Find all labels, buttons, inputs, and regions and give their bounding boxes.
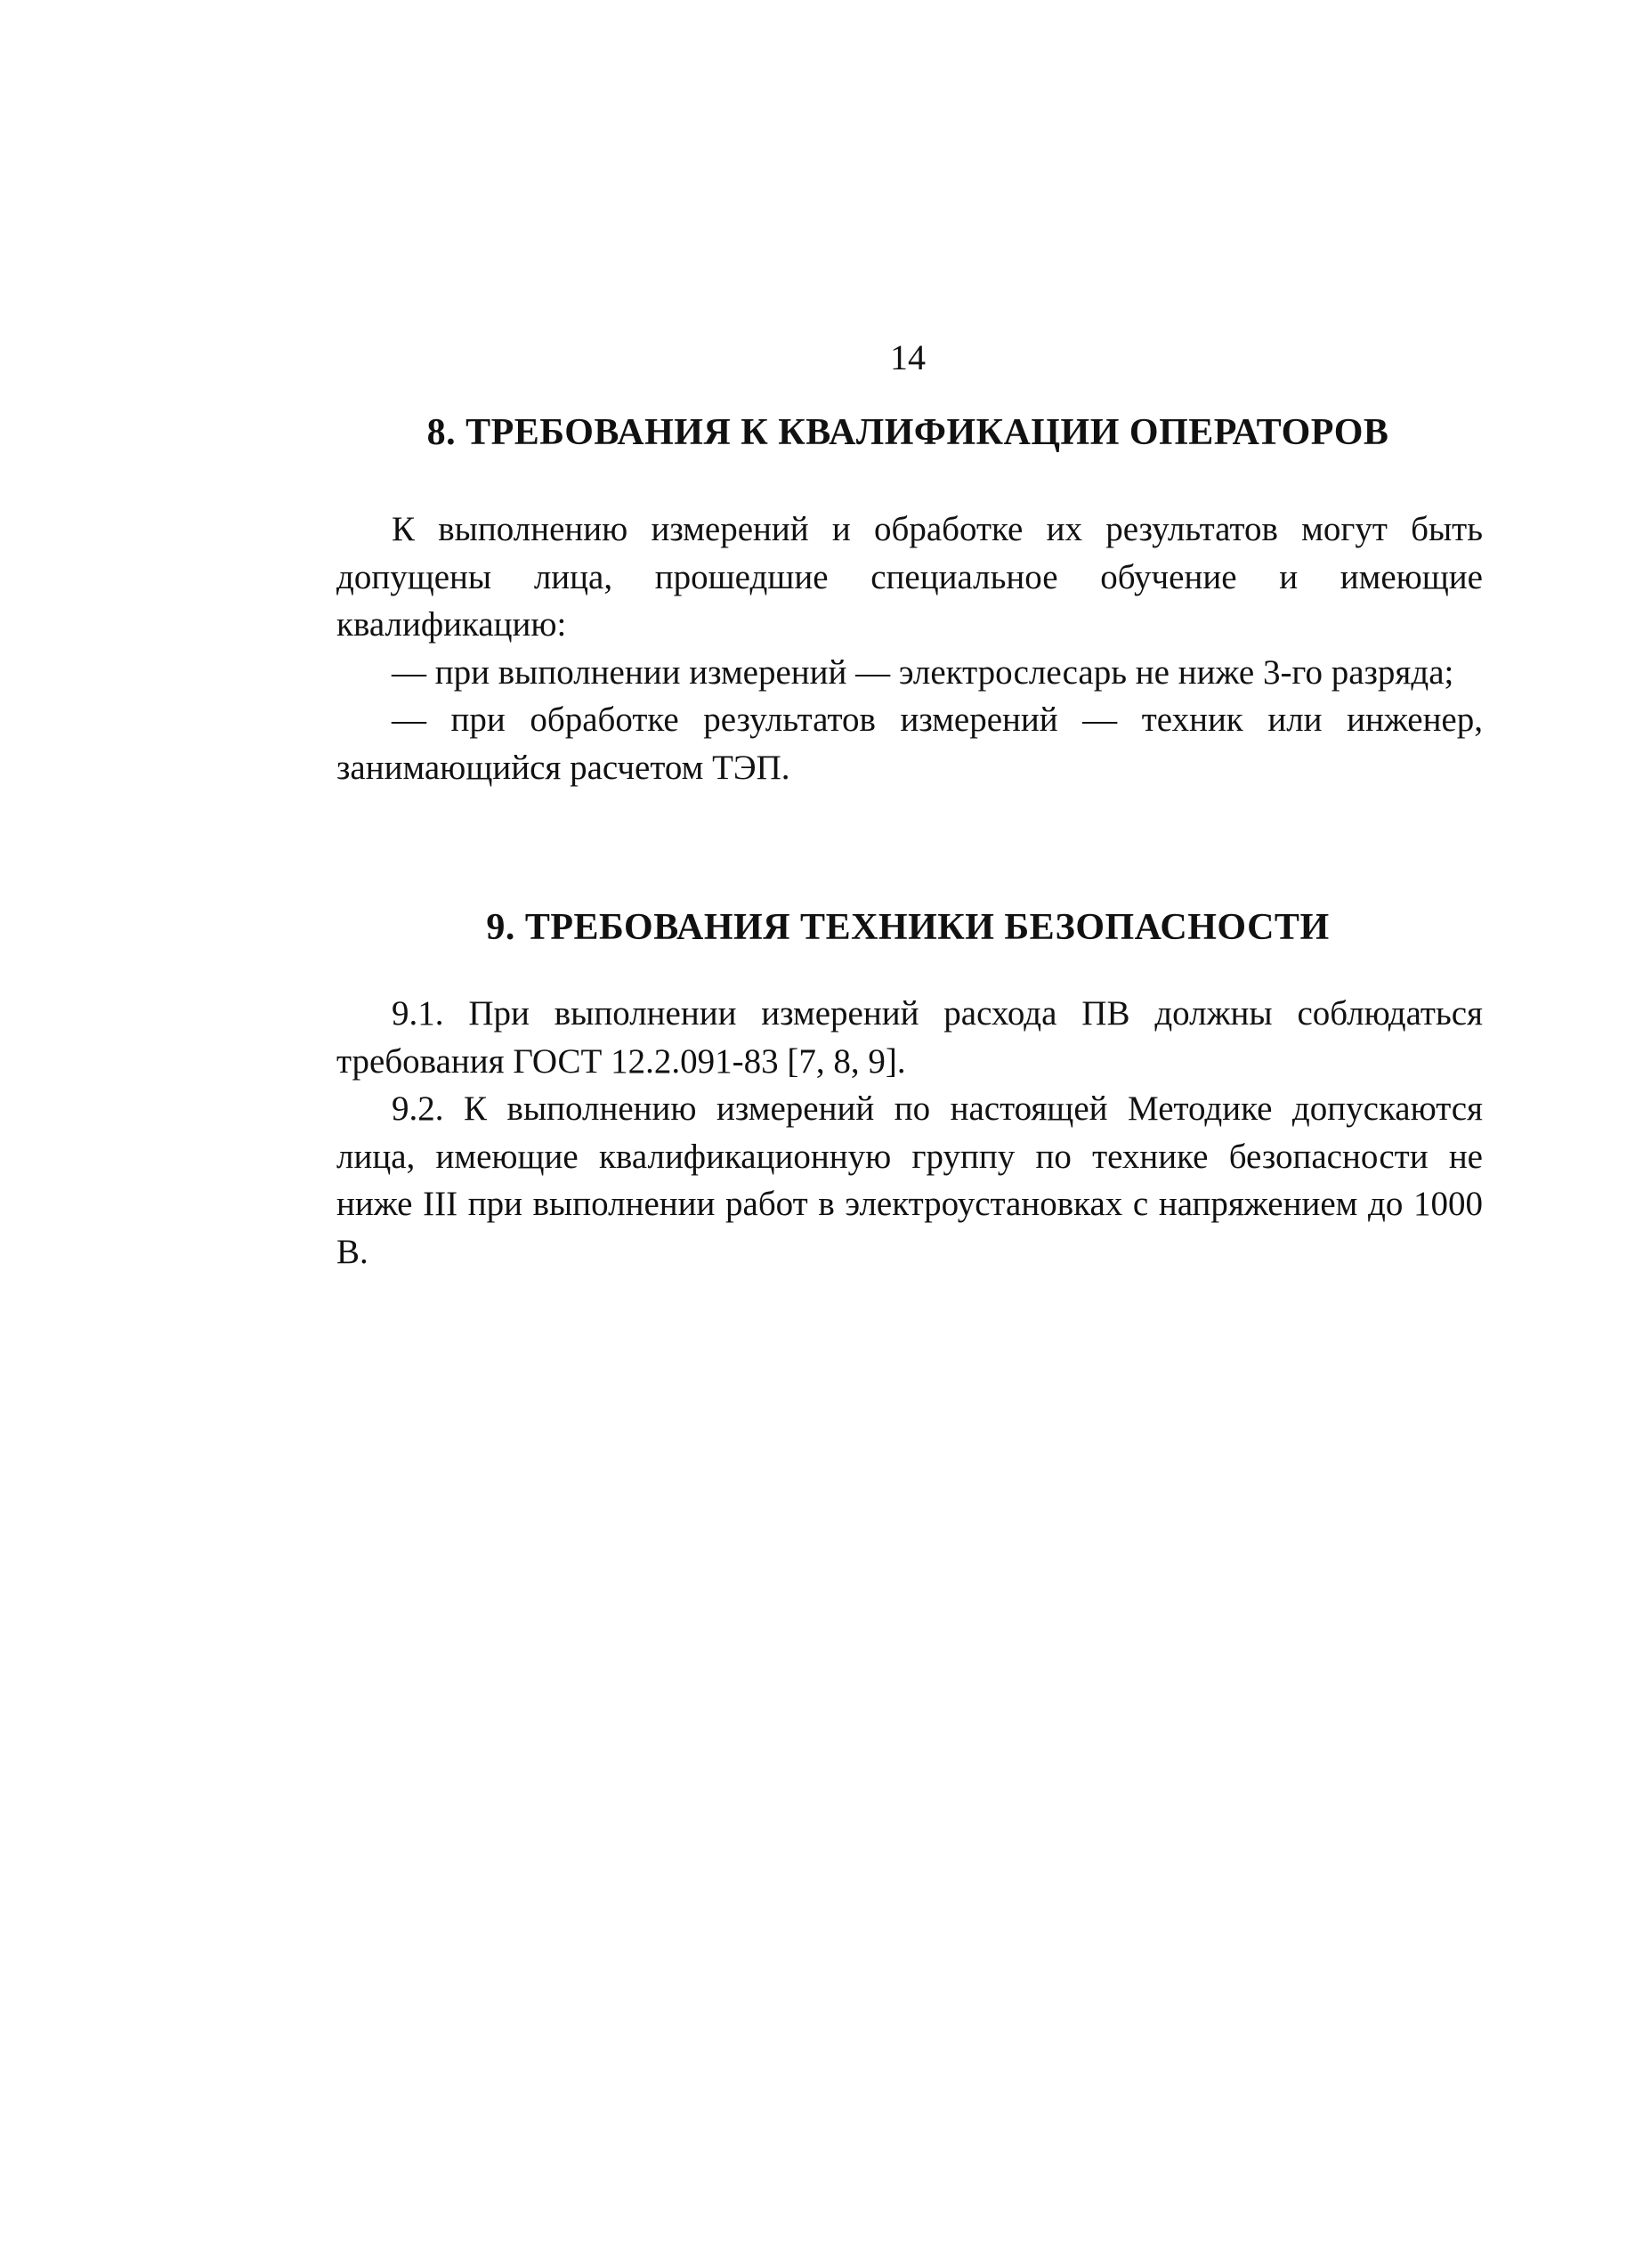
section-8-body: [336, 506, 1483, 791]
section-9-paragraph-2: 9.2. К выполнению измерений по настоящей Методике допускаются лица, имеющие квалификационную группу по технике безопасности не ниже III при выполнении работ в электроустановках с напряжением до 1000 В.: [336, 1089, 1483, 1271]
section-8-title: 8. ТРЕБОВАНИЯ К КВАЛИФИКАЦИИ ОПЕРАТОРОВ: [426, 412, 1389, 453]
section-9-paragraph-1: 9.1. При выполнении измерений расхода ПВ должны соблюдаться требования ГОСТ 12.2.091-83 [7, 8, 9].: [336, 994, 1483, 1081]
section-8-paragraph-1: К выполнению измерений и обработке их результатов могут быть допущены лица, прошедшие специальное обучение и имеющие квалификацию:: [336, 510, 1483, 644]
section-9-body: [336, 990, 1483, 1276]
section-8-paragraph-3: — при обработке результатов измерений — техник или инженер, занимающийся расчетом ТЭП.: [336, 701, 1483, 787]
section-9-title: 9. ТРЕБОВАНИЯ ТЕХНИКИ БЕЗОПАСНОСТИ: [486, 907, 1330, 948]
section-8-paragraph-2: — при выполнении измерений — электрослесарь не ниже 3-го разряда;: [392, 652, 1454, 692]
page-number: 14: [890, 337, 926, 377]
